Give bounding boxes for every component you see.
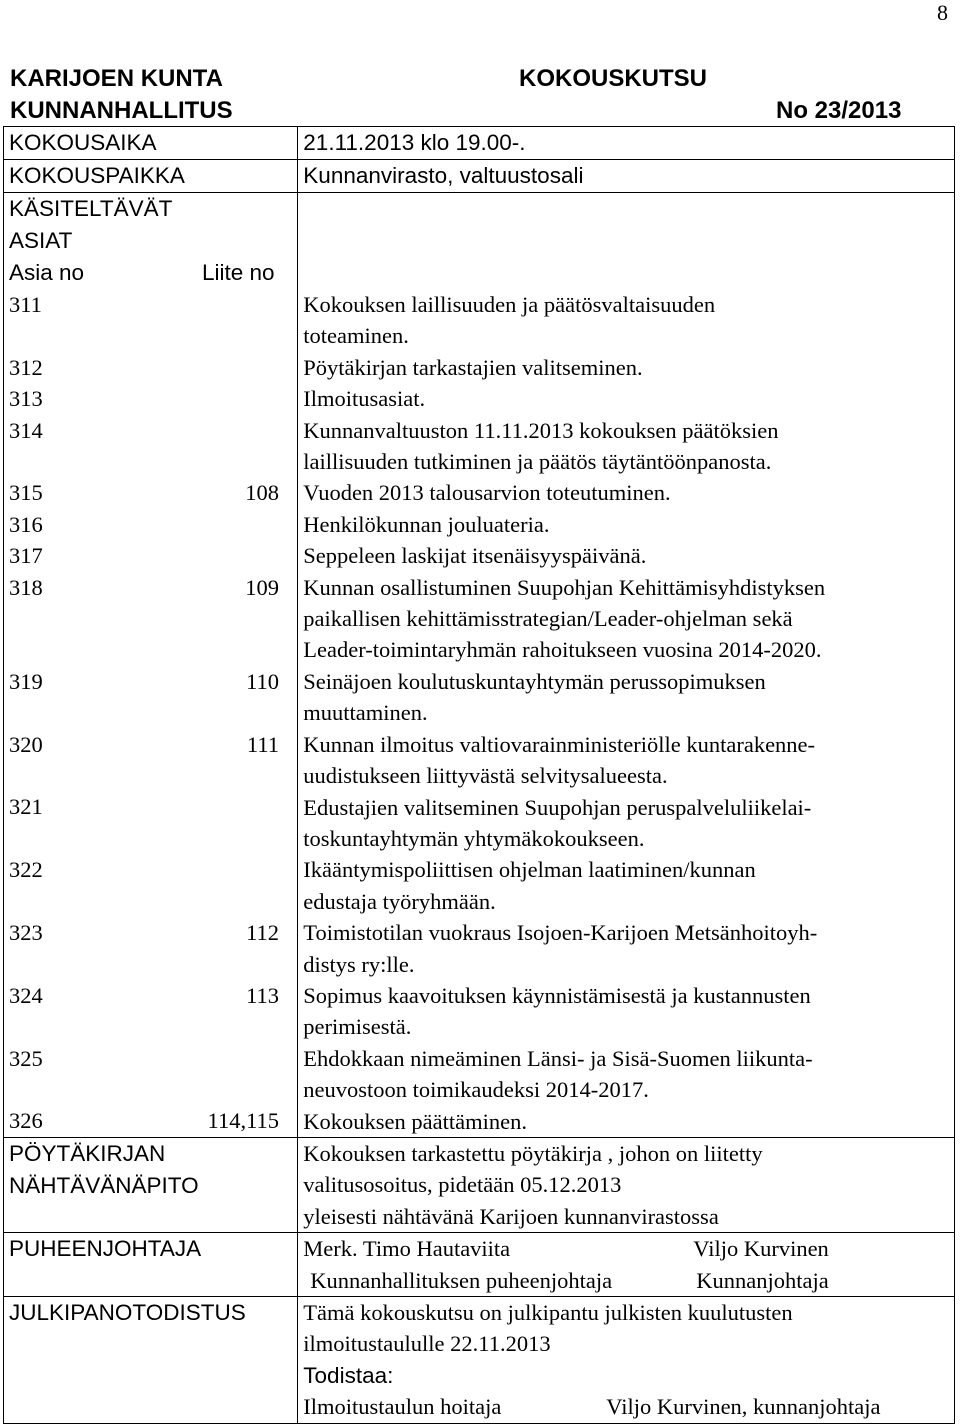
agenda-item-title-line: edustaja työryhmään. (303, 888, 496, 914)
document-type: KOKOUSKUTSU (519, 65, 708, 92)
manager-role: Kunnanjohtaja (696, 1267, 829, 1293)
agenda-number-row (9, 415, 297, 478)
agenda-item (303, 289, 954, 352)
agenda-item-number: 324 (9, 982, 43, 1008)
minutes-line-2: valitusosoitus, pidetään 05.12.2013 (303, 1172, 622, 1198)
agenda-item-title-line: Kokouksen laillisuuden ja päätösvaltaisuuden (303, 292, 716, 317)
agenda-item (303, 980, 954, 1043)
agenda-item-number: 320 (9, 731, 43, 757)
agenda-item-number: 319 (9, 668, 43, 694)
chair-signatures-cell (298, 1233, 955, 1297)
agenda-item (303, 572, 954, 666)
agenda-attachment-number: 111 (246, 731, 279, 757)
agenda-item-title-line: perimisestä. (303, 1014, 412, 1040)
minutes-line-1: Kokouksen tarkastettu pöytäkirja , johon on liitetty (303, 1140, 763, 1166)
chair-role: Kunnanhallituksen puheenjohtaja (310, 1267, 613, 1293)
agenda-item-number: 313 (9, 386, 43, 412)
agenda-item-title-line: Sopimus kaavoituksen käynnistämisestä ja kustannusten (303, 982, 811, 1008)
minutes-label-cell (4, 1137, 298, 1232)
agenda-item-title-line: distys ry:lle. (303, 951, 415, 977)
agenda-number-row (9, 509, 297, 540)
agenda-row (4, 193, 955, 1138)
agenda-item-title-line: Seinäjoen koulutuskuntayhtymän perussopimuksen (303, 668, 766, 694)
agenda-item-title-line: laillisuuden tutkiminen ja päätös täytäntöönpanosta. (303, 449, 772, 475)
agenda-attachment-number: 112 (246, 919, 279, 945)
chair-signature: Merk. Timo Hautaviita (303, 1236, 511, 1262)
agenda-item (303, 854, 954, 917)
agenda-column-headers (9, 257, 297, 289)
agenda-item-title-line: Vuoden 2013 talousarvion toteutuminen. (303, 480, 671, 506)
agenda-item-title-line: Ehdokkaan nimeäminen Länsi- ja Sisä-Suomen liikunta- (303, 1045, 813, 1071)
agenda-item-title-line: Kokouksen päättäminen. (303, 1108, 527, 1134)
meeting-table (3, 126, 955, 1424)
agenda-item-title-line: toteaminen. (303, 323, 409, 349)
notice-line-1: Tämä kokouskutsu on julkipantu julkisten kuulutusten (303, 1299, 793, 1325)
page-number: 8 (937, 0, 948, 25)
agenda-item-title-line: Ilmoitusasiat. (303, 386, 426, 412)
board-name: KUNNANHALLITUS (10, 97, 233, 124)
agenda-attachment-number: 108 (245, 480, 279, 506)
agenda-item-title-line: Edustajien valitseminen Suupohjan peruspalveluliikelai- (303, 794, 812, 820)
minutes-label-line-2: NÄHTÄVÄNÄPITO (9, 1172, 199, 1198)
notice-line-2: ilmoitustaululle 22.11.2013 (303, 1331, 551, 1357)
agenda-item (303, 729, 954, 792)
notice-line-3: Todistaa: (303, 1362, 394, 1388)
agenda-number-row (9, 352, 297, 383)
agenda-right-cell (298, 193, 955, 1138)
manager-signature: Viljo Kurvinen (693, 1236, 829, 1262)
agenda-item (303, 1043, 954, 1106)
agenda-attachment-number: 110 (246, 668, 279, 694)
meeting-place-label: KOKOUSPAIKKA (4, 160, 298, 193)
agenda-item-number: 325 (9, 1045, 43, 1071)
agenda-number-row (9, 289, 297, 352)
agenda-attachment-number: 114,115 (207, 1108, 279, 1134)
agenda-number-list (9, 289, 297, 1137)
agenda-item-title-line: uudistukseen liittyvästä selvitysalueesta. (303, 763, 668, 789)
items-label-line-1: KÄSITELTÄVÄT (9, 196, 173, 221)
agenda-item-title-line: Henkilökunnan jouluateria. (303, 511, 550, 537)
agenda-item (303, 477, 954, 508)
notice-signer: Viljo Kurvinen, kunnanjohtaja (606, 1394, 881, 1420)
agenda-item-title-line: Ikääntymispoliittisen ohjelman laatiminen/kunnan (303, 857, 756, 883)
agenda-item-title-line: muuttaminen. (303, 700, 428, 726)
agenda-item (303, 666, 954, 729)
agenda-number-row (9, 477, 297, 508)
meeting-place-row (4, 160, 955, 193)
agenda-number-row (9, 791, 297, 854)
agenda-attachment-number: 113 (246, 982, 279, 1008)
minutes-label-line-1: PÖYTÄKIRJAN (9, 1140, 166, 1166)
agenda-item-number: 317 (9, 543, 43, 569)
agenda-item-title-line: Kunnan ilmoitus valtiovarainministeriölle kuntarakenne- (303, 731, 816, 757)
agenda-item-number: 311 (9, 292, 42, 317)
agenda-item-title-line: Kunnan osallistuminen Suupohjan Kehittämisyhdistyksen (303, 574, 826, 600)
agenda-item-number: 314 (9, 417, 43, 443)
meeting-time-row (4, 127, 955, 160)
agenda-item-number: 321 (9, 794, 43, 820)
agenda-number-row (9, 854, 297, 917)
agenda-item (303, 792, 954, 855)
notice-board-keeper: Ilmoitustaulun hoitaja (303, 1394, 502, 1420)
notice-label: JULKIPANOTODISTUS (4, 1296, 298, 1423)
agenda-number-row (9, 383, 297, 414)
item-no-header: Asia no (9, 260, 85, 285)
agenda-number-row (9, 729, 297, 792)
chair-row (4, 1233, 955, 1297)
agenda-item (303, 509, 954, 540)
agenda-number-row (9, 666, 297, 729)
agenda-item-number: 326 (9, 1108, 43, 1134)
agenda-item-number: 315 (9, 480, 43, 506)
meeting-time-label: KOKOUSAIKA (4, 127, 298, 160)
municipality-name: KARIJOEN KUNTA (10, 65, 223, 92)
agenda-item-number: 323 (9, 919, 43, 945)
agenda-item-number: 312 (9, 354, 43, 380)
agenda-item (303, 383, 954, 414)
agenda-item-number: 318 (9, 574, 43, 600)
notice-text-cell (298, 1296, 955, 1423)
agenda-number-row (9, 917, 297, 980)
agenda-item-title-line: neuvostoon toimikaudeksi 2014-2017. (303, 1077, 649, 1103)
agenda-title-list (303, 289, 954, 1137)
agenda-item (303, 415, 954, 478)
minutes-row (4, 1137, 955, 1232)
agenda-number-row (9, 980, 297, 1043)
agenda-item-title-line: Pöytäkirjan tarkastajien valitseminen. (303, 354, 643, 380)
agenda-item-title-line: toskuntayhtymän yhtymäkokoukseen. (303, 825, 645, 851)
agenda-number-row (9, 540, 297, 571)
agenda-attachment-number: 109 (245, 574, 279, 600)
attachment-no-header: Liite no (202, 260, 275, 285)
meeting-time-value: 21.11.2013 klo 19.00-. (298, 127, 955, 160)
chair-label: PUHEENJOHTAJA (4, 1233, 298, 1297)
agenda-item-title-line: Kunnanvaltuuston 11.11.2013 kokouksen päätöksien (303, 417, 779, 443)
notice-row (4, 1296, 955, 1423)
meeting-place-value: Kunnanvirasto, valtuustosali (298, 160, 955, 193)
agenda-item-number: 322 (9, 857, 43, 883)
agenda-item-number: 316 (9, 511, 43, 537)
agenda-number-row (9, 572, 297, 666)
agenda-number-row (9, 1105, 297, 1136)
agenda-item-title-line: Seppeleen laskijat itsenäisyyspäivänä. (303, 543, 647, 569)
agenda-item (303, 352, 954, 383)
minutes-text-cell (298, 1137, 955, 1232)
items-label-line-2: ASIAT (9, 228, 73, 253)
agenda-item (303, 540, 954, 571)
agenda-left-cell (4, 193, 298, 1138)
minutes-line-3: yleisesti nähtävänä Karijoen kunnanvirastossa (303, 1203, 719, 1229)
agenda-item-title-line: Toimistotilan vuokraus Isojoen-Karijoen Metsänhoitoyh- (303, 920, 818, 946)
document-number: No 23/2013 (776, 97, 902, 124)
agenda-item (303, 1106, 954, 1137)
agenda-item (303, 917, 954, 980)
agenda-item-title-line: paikallisen kehittämisstrategian/Leader-ohjelman sekä (303, 606, 793, 632)
agenda-item-title-line: Leader-toimintaryhmän rahoitukseen vuosina 2014-2020. (303, 637, 822, 663)
agenda-number-row (9, 1043, 297, 1106)
